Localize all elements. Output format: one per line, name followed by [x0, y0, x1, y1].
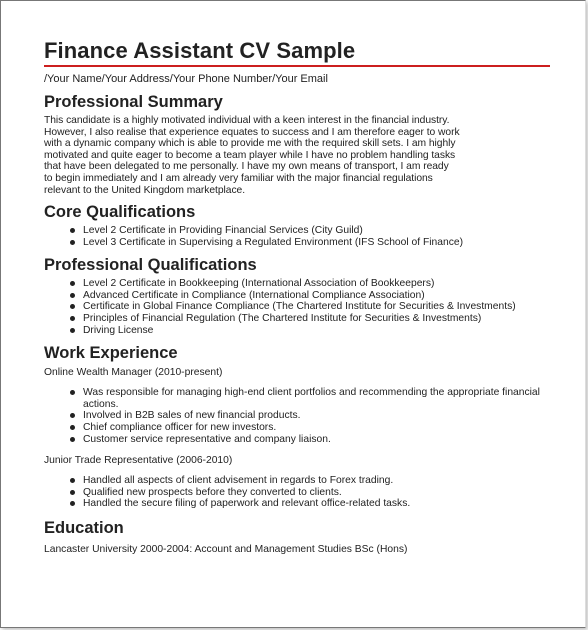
summary-paragraph — [44, 115, 550, 196]
education-heading: Education — [44, 519, 124, 538]
contact-line: /Your Name/Your Address/Your Phone Number/Your Email — [44, 73, 328, 85]
list-item: Qualified new prospects before they converted to clients. — [70, 487, 550, 499]
core-qualifications-heading: Core Qualifications — [44, 203, 196, 222]
list-item: Driving License — [70, 325, 550, 337]
job-duties-list — [44, 475, 550, 510]
job-title: Junior Trade Representative (2006-2010) — [44, 454, 233, 466]
education-entry: Lancaster University 2000-2004: Account and Management Studies BSc (Hons) — [44, 544, 408, 556]
summary-line: that have been delegated to me personally. I have my own means of transport, I am ready — [44, 161, 449, 173]
list-item: Handled the secure filing of paperwork and relevant office-related tasks. — [70, 498, 550, 510]
summary-line: motivated and quite eager to become a team player while I have no problem handling tasks — [44, 149, 456, 161]
list-item: Involved in B2B sales of new financial products. — [70, 410, 550, 422]
summary-line: with a dynamic company which is able to provide me with the required skill sets. I am highly — [44, 138, 456, 150]
work-experience-heading: Work Experience — [44, 343, 178, 362]
summary-heading: Professional Summary — [44, 93, 223, 111]
summary-line: However, I also realise that experience equates to success and I am therefore eager to work — [44, 126, 460, 138]
document-title: Finance Assistant CV Sample — [44, 38, 356, 63]
core-qualifications-list — [44, 225, 550, 249]
summary-line: to begin immediately and I am already very familiar with the major financial regulations — [44, 172, 433, 184]
list-item: Certificate in Global Finance Compliance (The Chartered Institute for Securities & Investments) — [70, 301, 550, 313]
summary-line: relevant to the United Kingdom marketplace. — [44, 184, 246, 196]
list-item: Level 2 Certificate in Providing Financial Services (City Guild) — [70, 225, 550, 237]
list-item: Advanced Certificate in Compliance (International Compliance Association) — [70, 290, 550, 302]
job-title: Online Wealth Manager (2010-present) — [44, 366, 223, 378]
list-item: Customer service representative and company liaison. — [70, 434, 550, 446]
list-item: Level 3 Certificate in Supervising a Regulated Environment (IFS School of Finance) — [70, 237, 550, 249]
list-item: Level 2 Certificate in Bookkeeping (International Association of Bookkeepers) — [70, 278, 550, 290]
cv-document — [44, 38, 550, 556]
professional-qualifications-list — [44, 278, 550, 337]
list-item: Principles of Financial Regulation (The Chartered Institute for Securities & Investments) — [70, 313, 550, 325]
list-item: Handled all aspects of client advisement in regards to Forex trading. — [70, 475, 550, 487]
summary-line: This candidate is a highly motivated individual with a keen interest in the financial industry. — [44, 115, 450, 126]
list-item: Chief compliance officer for new investors. — [70, 422, 550, 434]
title-divider — [44, 65, 550, 67]
professional-qualifications-heading: Professional Qualifications — [44, 255, 257, 274]
job-duties-list — [44, 387, 550, 446]
list-item: Was responsible for managing high-end client portfolios and recommending the appropriate financial actions. — [70, 387, 550, 411]
